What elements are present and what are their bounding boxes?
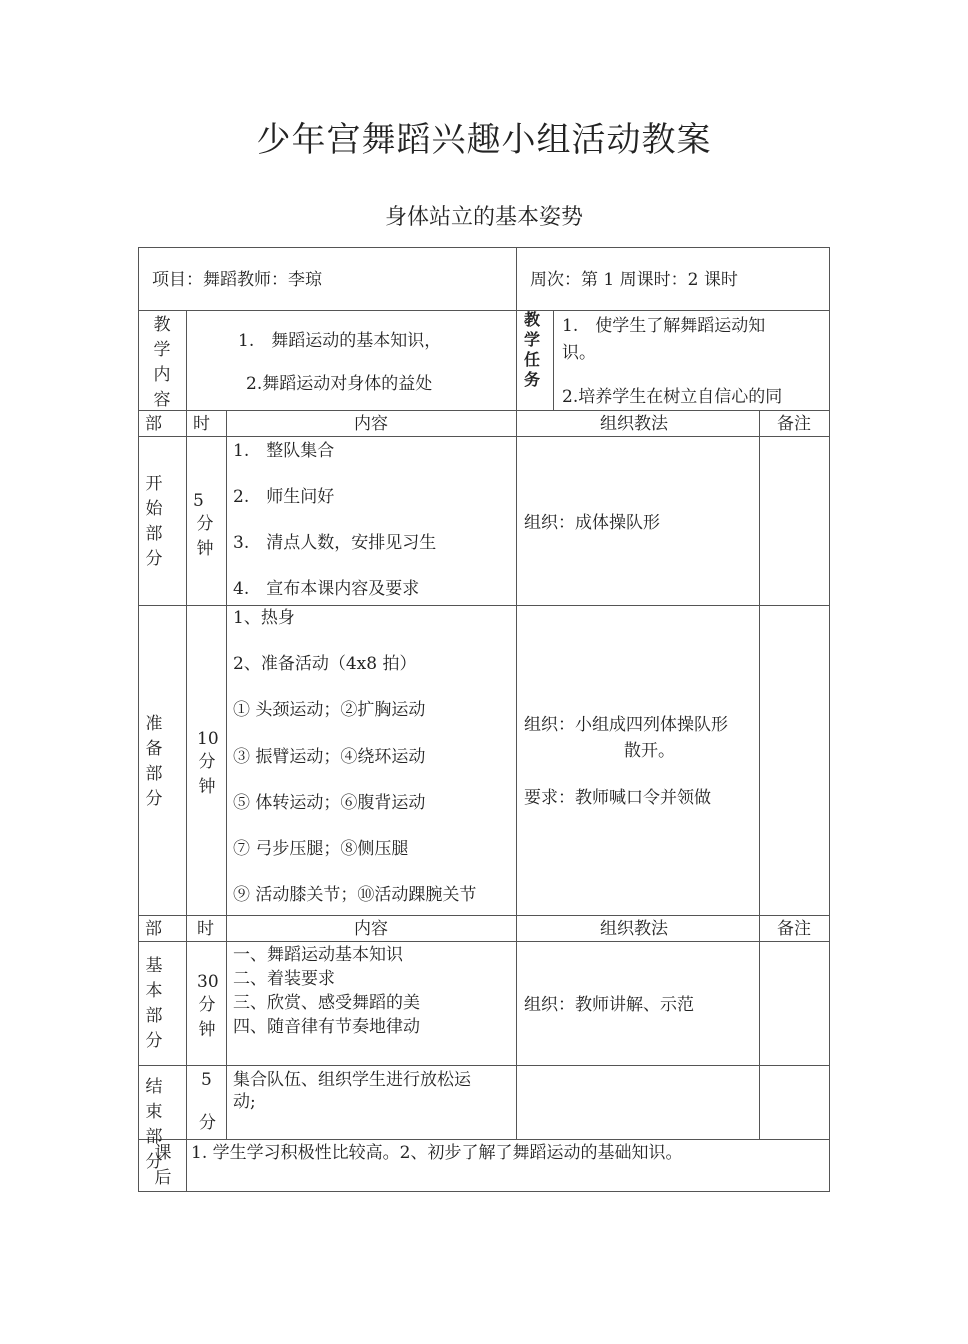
week-period-label: 周次：第 1 周课时：2 课时 [530,270,738,290]
section-part-label: 开始部分 [145,474,163,569]
content-item: ③ 振臂运动；④绕环运动 [233,747,426,767]
after-class-summary: 1. 学生学习积极性比较高。2、初步了解了舞蹈运动的基础知识。 [191,1143,683,1163]
col-divider [759,410,760,1140]
col-divider [186,310,187,410]
table-border-bottom [138,1191,830,1192]
teaching-content-item: 2.舞蹈运动对身体的益处 [246,374,433,394]
content-item: ① 头颈运动；②扩胸运动 [233,700,426,720]
column-header-part: 部 [145,414,162,434]
prep-content-cell [227,606,515,915]
col-divider [516,410,517,1140]
table-border-left [138,247,139,1192]
teaching-task-line: 识。 [562,343,596,363]
section-time-unit: 分钟 [198,995,216,1040]
section-part-label: 基本部分 [145,956,163,1051]
column-header-notes: 备注 [777,414,811,434]
content-item: 4. 宣布本课内容及要求 [233,579,420,599]
content-item: 动; [233,1092,256,1112]
content-item: 1、热身 [233,608,295,628]
method-text: 组织：教师讲解、示范 [524,995,694,1015]
content-item: 四、随音律有节奏地律动 [233,1017,420,1037]
table-border-top [138,247,830,248]
column-header-time: 时 [193,414,210,434]
content-item: 二、着装要求 [233,969,335,989]
section-time-unit: 分钟 [196,514,214,559]
col-divider [186,410,187,1140]
row-divider [138,436,830,437]
table-border-right [829,247,830,1192]
column-header-notes: 备注 [777,919,811,939]
method-text: 组织：成体操队形 [524,513,660,533]
section-time-number: 5 [193,491,204,511]
row-divider [138,1065,830,1066]
after-class-label: 课后 [154,1143,172,1188]
column-header-part: 部 [145,919,162,939]
content-item: 1. 整队集合 [233,441,335,461]
column-header-content: 内容 [354,414,388,434]
col-divider [553,310,554,410]
col-divider [516,247,517,436]
section-time-unit: 分钟 [198,752,216,797]
content-item: ⑦ 弓步压腿；⑧侧压腿 [233,839,409,859]
section-part-label: 结束部分 [145,1077,163,1172]
teaching-task-line: 2.培养学生在树立自信心的同 [562,387,783,407]
project-teacher-label: 项目：舞蹈教师：李琼 [152,270,322,290]
method-text: 组织：小组成四列体操队形 [524,715,728,735]
teaching-task-line: 1. 使学生了解舞蹈运动知 [562,316,766,336]
method-text: 要求：教师喊口令并领做 [524,788,711,808]
content-item: ⑨ 活动膝关节；⑩活动踝腕关节 [233,885,477,905]
row-divider [138,410,830,411]
teaching-content-item: 1. 舞蹈运动的基本知识， [238,331,442,351]
section-part-label: 准备部分 [145,714,163,809]
row-divider [138,1139,830,1140]
content-item: 集合队伍、组织学生进行放松运 [233,1070,471,1090]
teaching-task-label: 教学任务 [523,310,540,389]
col-divider [186,1139,187,1191]
content-item: 2、准备活动（4x8 拍） [233,654,417,674]
content-item: 2. 师生问好 [233,487,335,507]
page-subtitle: 身体站立的基本姿势 [384,205,583,230]
page-title: 少年宫舞蹈兴趣小组活动教案 [256,120,712,160]
row-divider [138,915,830,916]
section-time-number: 30 [197,972,219,992]
teaching-content-label: 教学内容 [153,315,171,410]
column-header-method: 组织教法 [600,919,668,939]
section-time-number: 10 [197,729,219,749]
column-header-content: 内容 [354,919,388,939]
section-time-unit: 分 [199,1113,216,1133]
row-divider [138,941,830,942]
content-item: ⑤ 体转运动；⑥腹背运动 [233,793,426,813]
column-header-method: 组织教法 [600,414,668,434]
content-item: 三、欣赏、感受舞蹈的美 [233,993,420,1013]
section-time-number: 5 [201,1070,212,1090]
content-item: 3. 清点人数，安排见习生 [233,533,437,553]
row-divider [138,310,830,311]
method-text: 散开。 [624,741,675,761]
content-item: 一、舞蹈运动基本知识 [233,945,403,965]
column-header-time: 时 [197,919,214,939]
